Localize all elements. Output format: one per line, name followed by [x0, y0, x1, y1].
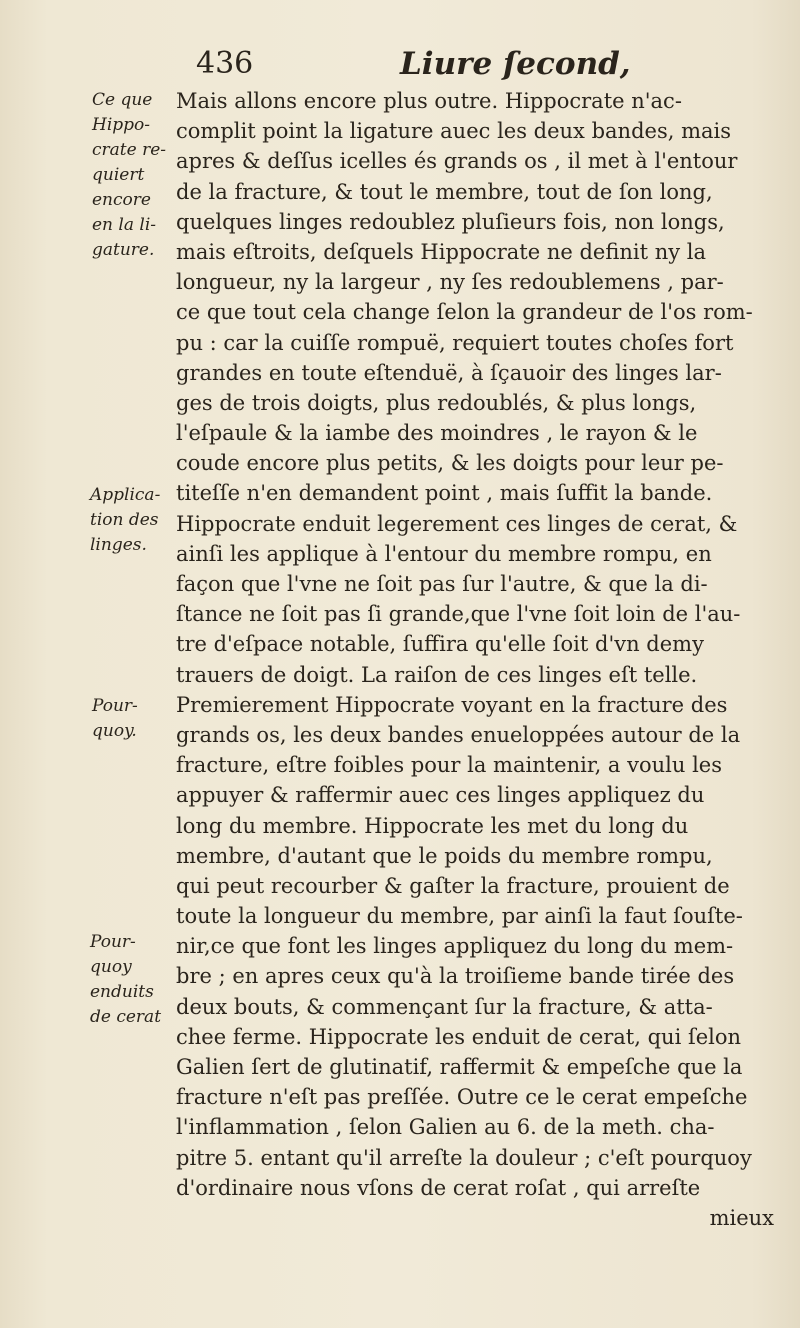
text-line: nir,ce que font les linges appliquez du long du mem- [176, 934, 734, 959]
text-line: mais eſtroits, deſquels Hippocrate ne definit ny la [176, 239, 706, 264]
text-line: de la fracture, & tout le membre, tout de ſon long, [176, 179, 713, 204]
body-text [176, 86, 774, 1233]
text-line: pu : car la cuiſſe rompuë, requiert toutes choſes fort [176, 330, 734, 355]
text-line: appuyer & raffermir auec ces linges appliquez du [176, 783, 705, 808]
marginal-note-application: Applica- tion des linges. [90, 485, 161, 555]
text-line: quelques linges redoublez pluſieurs fois, non longs, [176, 209, 725, 234]
text-line: façon que l'vne ne ſoit pas ſur l'autre, & que la di- [176, 572, 708, 596]
marginal-note-pourquoy: Pour- quoy. [92, 696, 138, 741]
text-line: ainſi les applique à l'entour du membre rompu, en [176, 541, 712, 566]
text-line: deux bouts, & commençant ſur la fracture, & atta- [176, 994, 713, 1019]
running-title: Liure ſecond, [400, 46, 631, 82]
text-line: longueur, ny la largeur , ny ſes redoublemens , par- [176, 270, 724, 295]
text-line: chee ferme. Hippocrate les enduit de cerat, qui ſelon [176, 1024, 742, 1049]
text-line: trauers de doigt. La raiſon de ces linges eſt telle. [176, 662, 698, 687]
text-line: ce que tout cela change ſelon la grandeur de l'os rom- [176, 300, 753, 325]
text-line: pitre 5. entant qu'il arreſte la douleur ; c'eſt pourquoy [176, 1145, 752, 1170]
text-line: ſtance ne ſoit pas ſi grande,que l'vne ſoit loin de l'au- [176, 602, 741, 627]
text-line: Hippocrate enduit legerement ces linges de cerat, & [176, 511, 738, 536]
text-line: qui peut recourber & gaſter la fracture, prouient de [176, 873, 730, 898]
text-line: fracture n'eſt pas preſſée. Outre ce le cerat empeſche [176, 1085, 748, 1110]
text-line: grands os, les deux bandes enueloppées autour de la [176, 722, 741, 747]
text-line: membre, d'autant que le poids du membre rompu, [176, 843, 713, 868]
page-number: 436 [196, 46, 254, 81]
text-line: Galien ſert de glutinatif, raffermit & empeſche que la [176, 1055, 743, 1079]
text-line: l'inflammation , ſelon Galien au 6. de la meth. cha- [176, 1115, 715, 1140]
marginal-note-cerat: Pour- quoy enduits de cerat [90, 932, 162, 1027]
text-line: toute la longueur du membre, par ainſi la faut ſouſte- [176, 904, 743, 929]
text-line: titeſſe n'en demandent point , mais ſuffit la bande. [176, 481, 713, 506]
text-line: grandes en toute eſtenduë, à ſçauoir des linges lar- [176, 360, 722, 385]
text-line: ges de trois doigts, plus redoublés, & plus longs, [176, 390, 697, 415]
text-line: d'ordinaire nous vſons de cerat roſat , qui arreſte [176, 1175, 701, 1200]
text-line: complit point la ligature auec les deux bandes, mais [176, 119, 731, 144]
text-line: fracture, eſtre foibles pour la maintenir, a voulu les [176, 753, 722, 778]
marginal-note-ligature: Ce que Hippo- crate re- quiert encore en la li- gature. [92, 90, 167, 260]
text-line: bre ; en apres ceux qu'à la troiſieme bande tirée des [176, 964, 735, 989]
catchword: mieux [709, 1205, 774, 1230]
text-line: long du membre. Hippocrate les met du long du [176, 813, 689, 838]
text-line: Premierement Hippocrate voyant en la fracture des [176, 692, 728, 717]
text-line: apres & deſſus icelles és grands os , il met à l'entour [176, 149, 738, 174]
text-line: l'eſpaule & la iambe des moindres , le rayon & le [176, 421, 698, 446]
text-line: Mais allons encore plus outre. Hippocrate n'ac- [176, 89, 682, 113]
text-line: coude encore plus petits, & les doigts pour leur pe- [176, 451, 724, 476]
text-line: tre d'eſpace notable, ſuffira qu'elle ſoit d'vn demy [176, 632, 704, 657]
